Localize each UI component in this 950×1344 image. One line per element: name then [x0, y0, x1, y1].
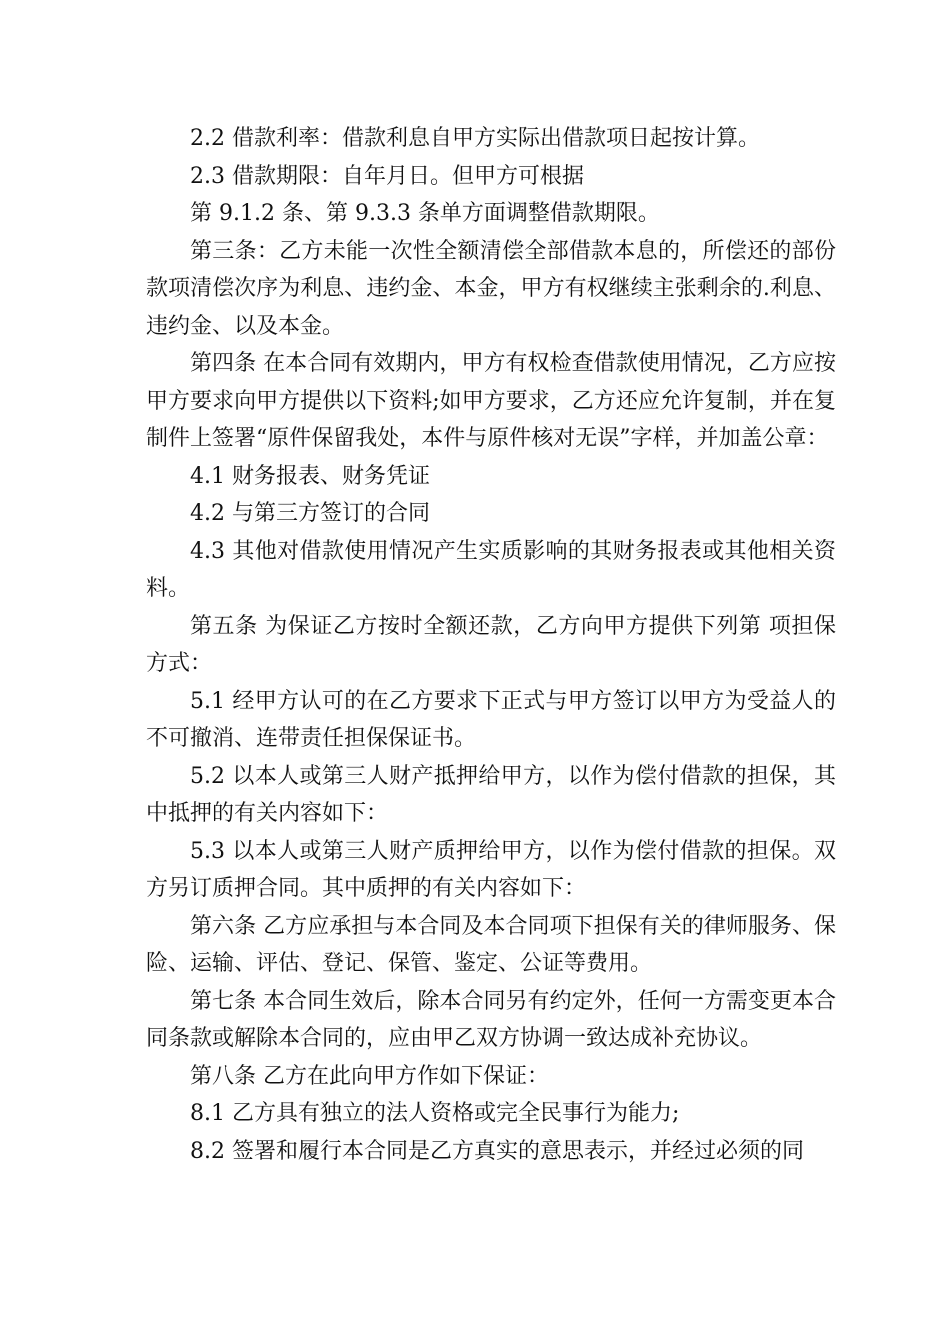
clause-5-3: 5.3 以本人或第三人财产质押给甲方，以作为偿付借款的担保。双方另订质押合同。其中质押的有关内容如下： [146, 838, 836, 901]
article-4-inspection: 第四条 在本合同有效期内，甲方有权检查借款使用情况，乙方应按甲方要求向甲方提供以下资料;如甲方要求，乙方还应允许复制，并在复制件上签署“原件保留我处，本件与原件核对无误”字样，并加盖公章： [146, 351, 836, 451]
article-6-fees: 第六条 乙方应承担与本合同及本合同项下担保有关的律师服务、保险、运输、评估、登记、保管、鉴定、公证等费用。 [146, 913, 836, 976]
clause-4-2: 4.2 与第三方签订的合同 [190, 501, 430, 526]
document-body [146, 120, 836, 1170]
clause-8-1: 8.1 乙方具有独立的法人资格或完全民事行为能力; [190, 1101, 680, 1126]
clause-5-2: 5.2 以本人或第三人财产抵押给甲方，以作为偿付借款的担保，其中抵押的有关内容如下： [146, 763, 836, 826]
clause-2-3-term-adjustment: 第 9.1.2 条、第 9.3.3 条单方面调整借款期限。 [190, 201, 660, 226]
article-5-guarantee: 第五条 为保证乙方按时全额还款，乙方向甲方提供下列第 项担保方式： [146, 613, 836, 676]
article-8-warranties: 第八条 乙方在此向甲方作如下保证： [190, 1063, 549, 1089]
clause-4-1: 4.1 财务报表、财务凭证 [190, 463, 430, 489]
article-7-amendment: 第七条 本合同生效后，除本合同另有约定外，任何一方需变更本合同条款或解除本合同的，应由甲乙双方协调一致达成补充协议。 [146, 988, 836, 1051]
article-3-repayment-order: 第三条：乙方未能一次性全额清偿全部借款本息的，所偿还的部份款项清偿次序为利息、违约金、本金，甲方有权继续主张剩余的.利息、违约金、以及本金。 [146, 238, 836, 339]
clause-2-2-interest-rate: 2.2 借款利率：借款利息自甲方实际出借款项日起按计算。 [190, 126, 760, 151]
clause-5-1: 5.1 经甲方认可的在乙方要求下正式与甲方签订以甲方为受益人的不可撤消、连带责任担保保证书。 [146, 688, 836, 751]
clause-4-3: 4.3 其他对借款使用情况产生实质影响的其财务报表或其他相关资料。 [146, 538, 836, 601]
clause-2-3-loan-term: 2.3 借款期限：自年月日。但甲方可根据 [190, 163, 584, 189]
clause-8-2: 8.2 签署和履行本合同是乙方真实的意思表示，并经过必须的同 [190, 1138, 804, 1164]
